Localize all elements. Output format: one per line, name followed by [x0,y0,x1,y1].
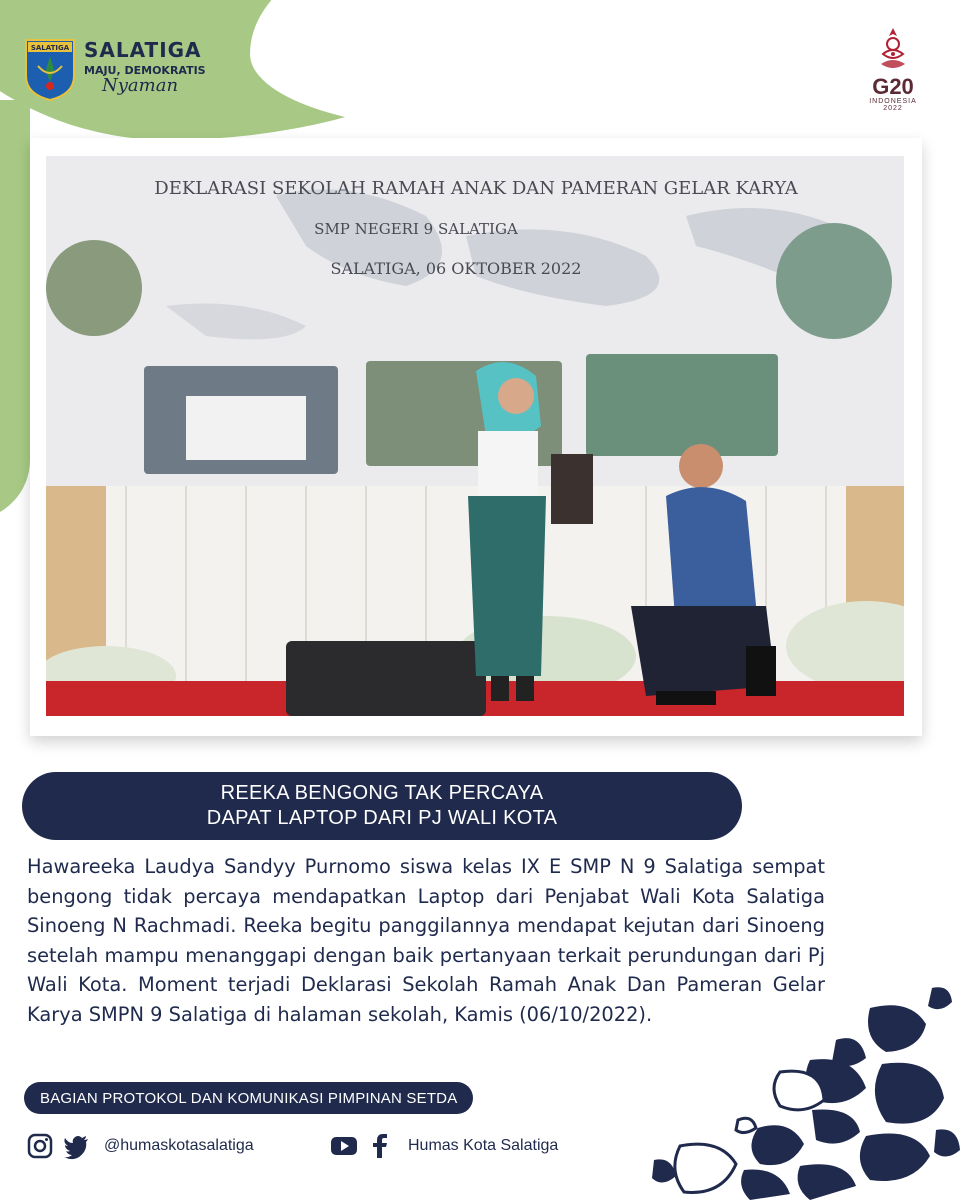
decorative-stones [640,980,960,1200]
brand-tagline: MAJU, DEMOKRATIS [84,64,206,77]
headline-line-1: REEKA BENGONG TAK PERCAYA [220,782,544,804]
headline-banner [22,772,742,840]
brand-script: Nyaman [102,75,179,96]
banner-school: SMP NEGERI 9 SALATIGA [314,220,518,238]
event-photo [46,156,904,716]
instagram-twitter-handle[interactable]: @humaskotasalatiga [104,1137,254,1154]
facebook-icon[interactable] [366,1132,394,1160]
g20-title: G20 [872,74,914,99]
social-handles-left [26,1132,254,1160]
g20-logo [858,26,928,112]
brand-block [84,38,206,96]
event-photo-illustration [46,156,904,716]
instagram-icon[interactable] [26,1132,54,1160]
brand-name: SALATIGA [84,38,202,62]
social-handles-right [330,1132,558,1160]
g20-country: INDONESIA [869,98,917,105]
youtube-icon[interactable] [330,1132,358,1160]
g20-year: 2022 [883,105,903,112]
youtube-facebook-handle[interactable]: Humas Kota Salatiga [408,1137,559,1154]
department-badge: BAGIAN PROTOKOL DAN KOMUNIKASI PIMPINAN SETDA [24,1082,473,1114]
twitter-icon[interactable] [62,1132,90,1160]
photo-card [30,138,922,736]
g20-emblem-icon [873,26,913,76]
headline-line-2: DAPAT LAPTOP DARI PJ WALI KOTA [206,807,558,829]
crest-label: SALATIGA [30,44,70,52]
banner-date: SALATIGA, 06 OKTOBER 2022 [330,259,582,278]
green-side-shape [0,100,30,520]
banner-title: DEKLARASI SEKOLAH RAMAH ANAK DAN PAMERAN GELAR KARYA [154,178,798,199]
article-body: Hawareeka Laudya Sandyy Purnomo siswa kelas IX E SMP N 9 Salatiga sempat bengong tidak percaya mendapatkan Laptop dari Penjabat Wali Kota Salatiga Sinoeng N Rachmadi. Reeka begitu panggilannya mendapat kejutan dari Sinoeng setelah mampu menanggapi dengan baik pertanyaan terkait perundungan dari Pj Wali Kota. Moment terjadi Deklarasi Sekolah Ramah Anak Dan Pameran Gelar Karya SMPN 9 Salatiga di halaman sekolah, Kamis (06/10/2022). [27,855,825,1026]
salatiga-crest-logo [24,36,76,102]
